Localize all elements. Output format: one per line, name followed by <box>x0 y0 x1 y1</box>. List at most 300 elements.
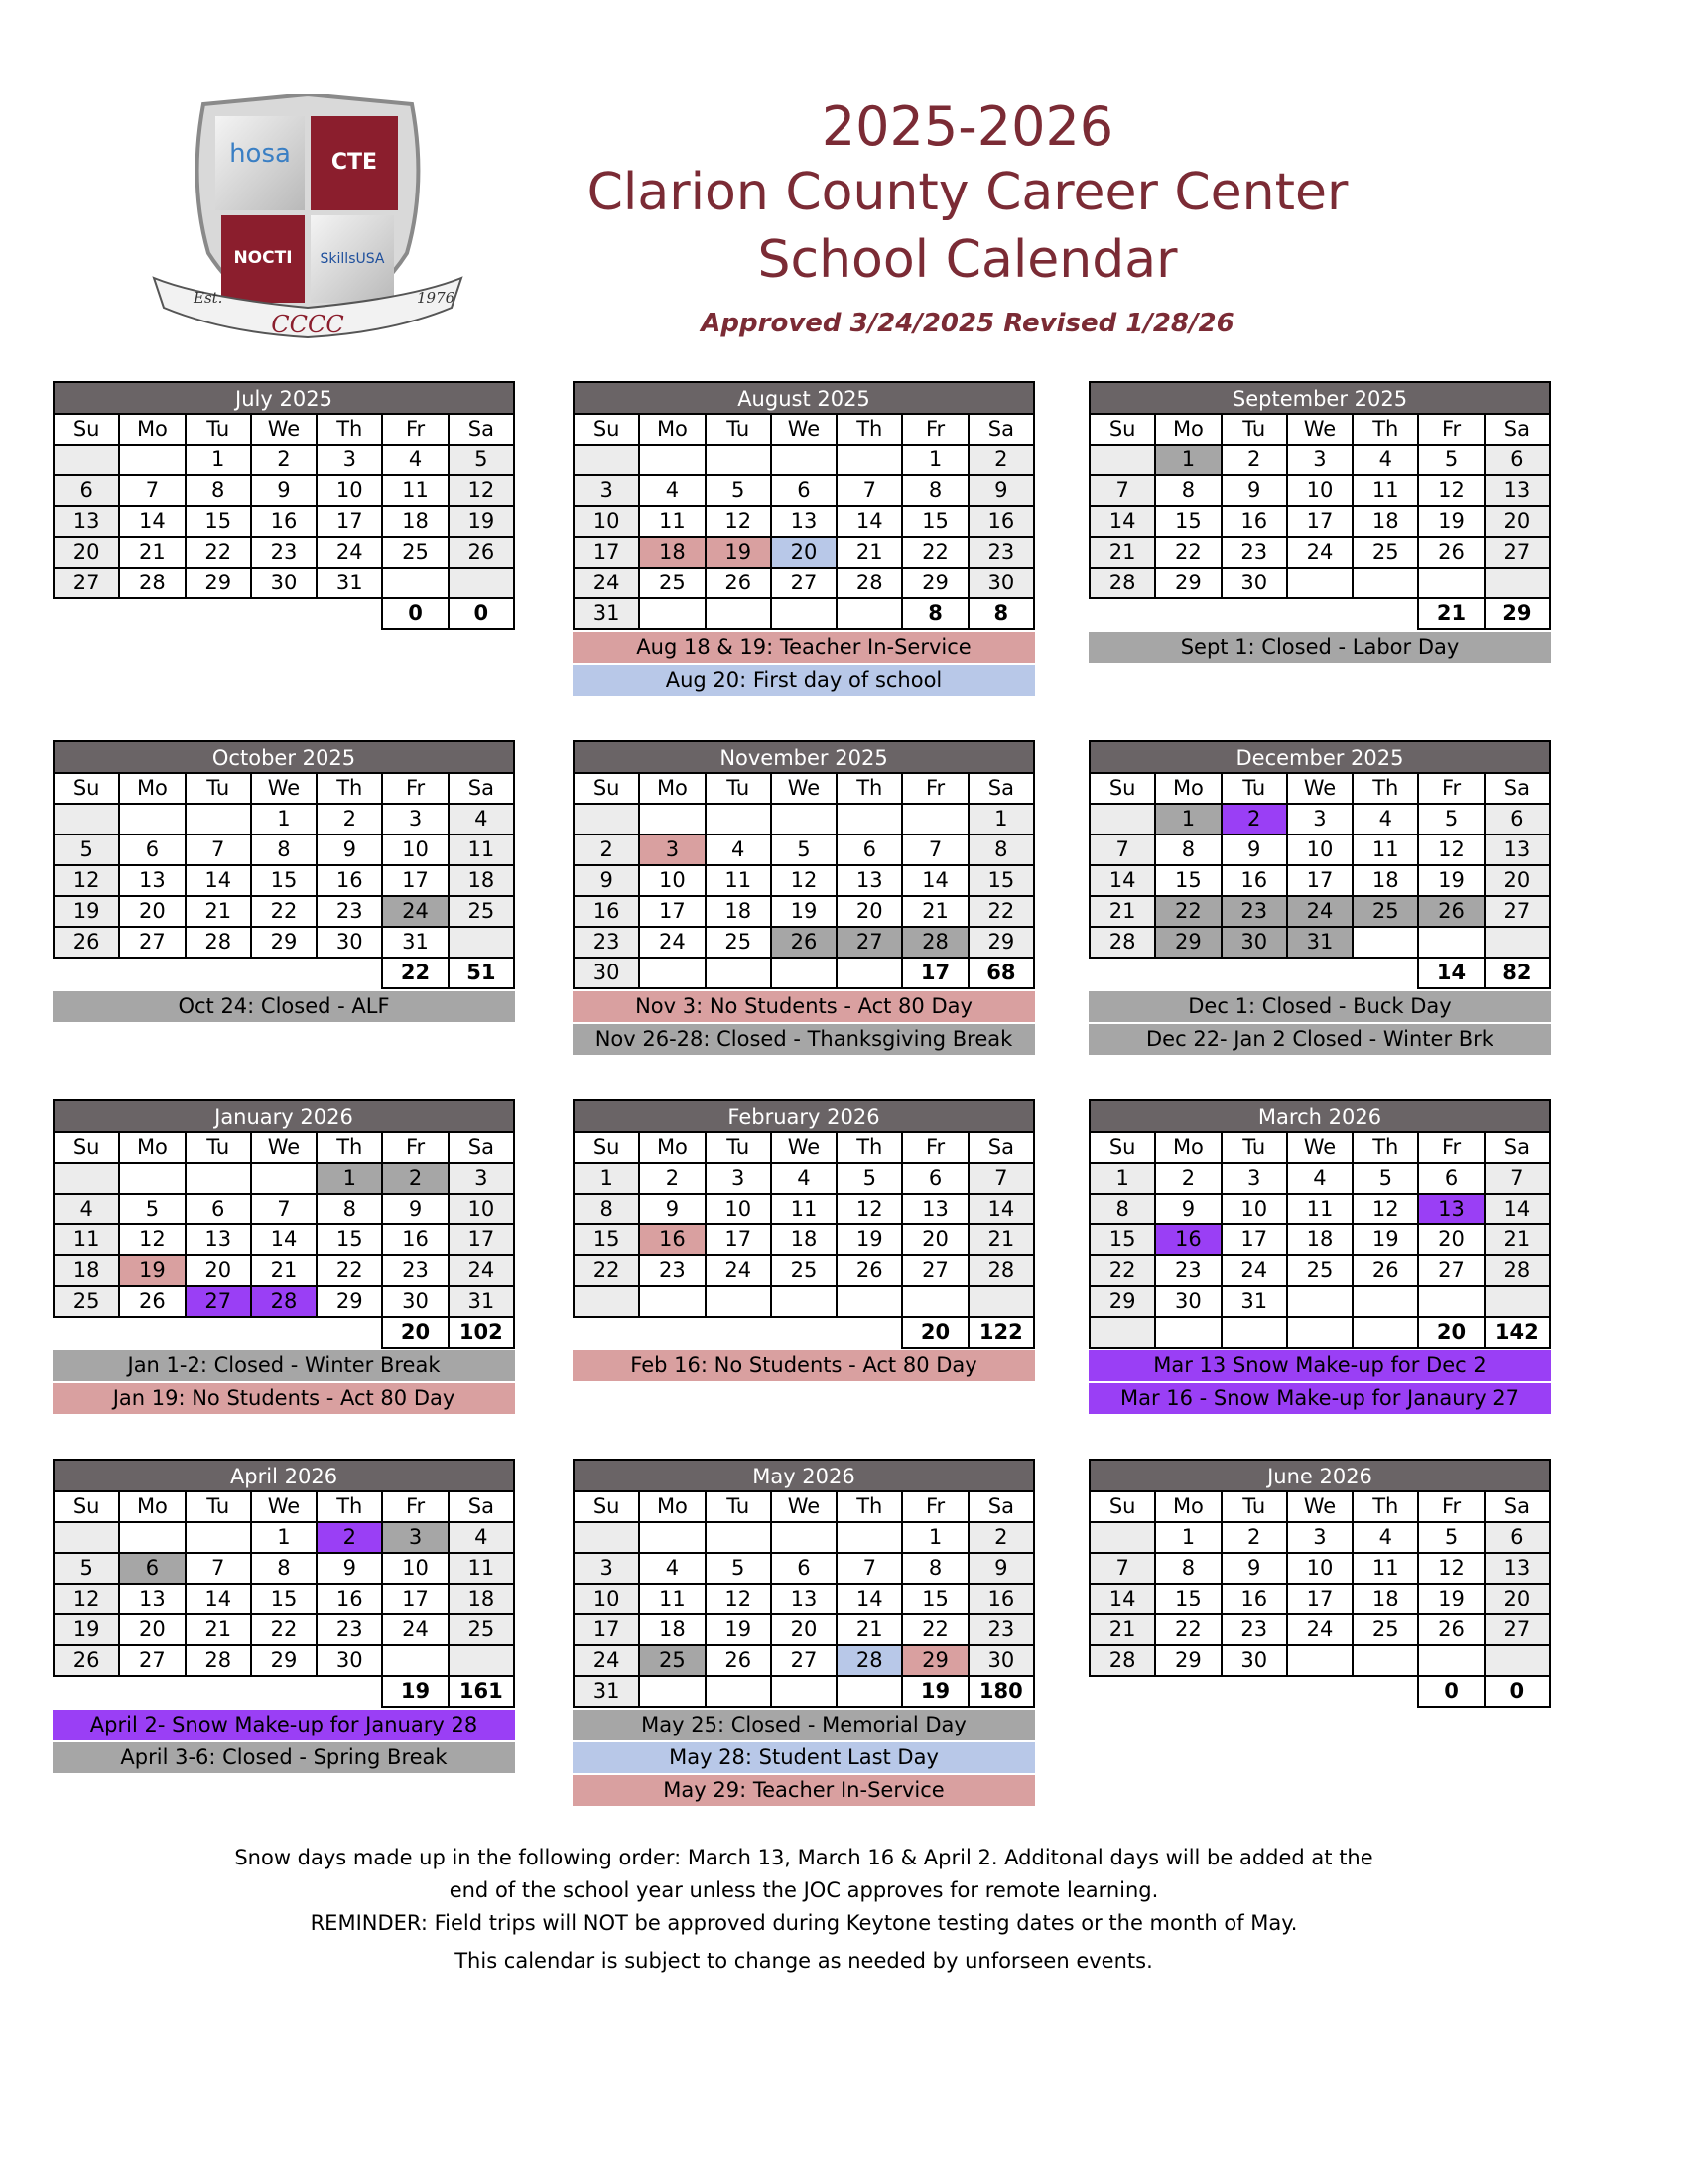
day-cell: 7 <box>1090 1553 1155 1584</box>
day-cell: 20 <box>119 896 185 927</box>
day-cell: 1 <box>1155 445 1221 475</box>
day-cell: 30 <box>1155 1286 1221 1317</box>
day-cell: 11 <box>1353 835 1418 865</box>
spacer-cell <box>119 598 185 629</box>
day-cell: 8 <box>186 475 251 506</box>
weekday-header: Su <box>54 773 119 804</box>
month-calendar <box>1089 1459 1551 1708</box>
day-cell: 7 <box>1090 475 1155 506</box>
weekday-header: Fr <box>1418 1491 1484 1522</box>
weekday-header: We <box>251 414 317 445</box>
day-cell: 5 <box>54 835 119 865</box>
spacer-cell <box>186 598 251 629</box>
day-cell: 11 <box>639 1584 705 1614</box>
empty-day-cell <box>771 958 837 988</box>
day-cell: 5 <box>119 1194 185 1224</box>
day-cell: 18 <box>1287 1224 1353 1255</box>
day-cell: 30 <box>574 958 639 988</box>
day-cell: 2 <box>1155 1163 1221 1194</box>
day-cell: 12 <box>1353 1194 1418 1224</box>
empty-day-cell <box>706 958 771 988</box>
day-cell: 18 <box>382 506 448 537</box>
document-title: School Calendar <box>757 230 1178 290</box>
empty-day-cell <box>902 804 968 835</box>
day-cell: 29 <box>251 1645 317 1676</box>
spacer-cell <box>251 1676 317 1707</box>
month-title: January 2026 <box>53 1099 515 1131</box>
month-days-total: 20 <box>1418 1317 1484 1348</box>
weekday-header: Sa <box>969 1132 1034 1163</box>
month-table <box>53 1131 515 1349</box>
weekday-header: Su <box>54 414 119 445</box>
day-cell: 8 <box>902 475 968 506</box>
empty-day-cell <box>1287 568 1353 598</box>
day-cell: 5 <box>54 1553 119 1584</box>
day-cell: 15 <box>317 1224 382 1255</box>
day-cell: 11 <box>449 835 514 865</box>
month-table <box>1089 772 1551 989</box>
weekday-header: Fr <box>902 773 968 804</box>
day-cell: 21 <box>902 896 968 927</box>
day-cell: 17 <box>1287 506 1353 537</box>
school-crest-logo <box>144 94 471 347</box>
day-cell: 21 <box>969 1224 1034 1255</box>
day-cell: 2 <box>317 1522 382 1553</box>
day-cell: 26 <box>706 568 771 598</box>
day-cell: 28 <box>837 1645 902 1676</box>
day-cell: 11 <box>54 1224 119 1255</box>
day-cell: 1 <box>186 445 251 475</box>
day-cell: 28 <box>1485 1255 1550 1286</box>
day-cell: 23 <box>1222 896 1287 927</box>
day-cell: 13 <box>119 1584 185 1614</box>
day-cell: 6 <box>54 475 119 506</box>
day-cell: 13 <box>1485 1553 1550 1584</box>
day-cell: 16 <box>574 896 639 927</box>
day-cell: 15 <box>186 506 251 537</box>
day-cell: 21 <box>1090 896 1155 927</box>
cumulative-days-total: 68 <box>969 958 1034 988</box>
day-cell: 26 <box>1418 896 1484 927</box>
day-cell: 11 <box>1353 475 1418 506</box>
day-cell: 21 <box>186 896 251 927</box>
day-cell: 18 <box>1353 865 1418 896</box>
month-calendar <box>53 1459 515 1775</box>
day-cell: 4 <box>1353 804 1418 835</box>
empty-day-cell <box>1485 568 1550 598</box>
day-cell: 27 <box>771 1645 837 1676</box>
empty-day-cell <box>771 804 837 835</box>
day-cell: 8 <box>574 1194 639 1224</box>
event-note: Jan 19: No Students - Act 80 Day <box>53 1383 515 1414</box>
svg-text:SkillsUSA: SkillsUSA <box>320 251 385 267</box>
day-cell: 2 <box>639 1163 705 1194</box>
spacer-cell <box>119 1317 185 1348</box>
weekday-header: Fr <box>1418 414 1484 445</box>
weekday-header: Th <box>317 773 382 804</box>
day-cell: 12 <box>706 506 771 537</box>
day-cell: 4 <box>771 1163 837 1194</box>
day-cell: 27 <box>1485 896 1550 927</box>
day-cell: 11 <box>771 1194 837 1224</box>
weekday-header: Tu <box>1222 414 1287 445</box>
day-cell: 7 <box>837 1553 902 1584</box>
day-cell: 12 <box>119 1224 185 1255</box>
event-note: Mar 16 - Snow Make-up for Janaury 27 <box>1089 1383 1551 1414</box>
day-cell: 16 <box>317 1584 382 1614</box>
weekday-header: Mo <box>1155 773 1221 804</box>
day-cell: 2 <box>1222 1522 1287 1553</box>
weekday-header: Sa <box>449 773 514 804</box>
day-cell: 15 <box>969 865 1034 896</box>
weekday-header: We <box>771 414 837 445</box>
day-cell: 3 <box>574 475 639 506</box>
month-title: February 2026 <box>573 1099 1035 1131</box>
day-cell: 1 <box>969 804 1034 835</box>
day-cell: 2 <box>969 445 1034 475</box>
day-cell: 27 <box>771 568 837 598</box>
day-cell: 20 <box>54 537 119 568</box>
day-cell: 10 <box>1222 1194 1287 1224</box>
day-cell: 14 <box>969 1194 1034 1224</box>
spacer-cell <box>1090 1676 1155 1707</box>
day-cell: 7 <box>902 835 968 865</box>
month-calendar <box>53 740 515 1024</box>
empty-day-cell <box>1090 445 1155 475</box>
day-cell: 28 <box>1090 1645 1155 1676</box>
month-table <box>1089 413 1551 630</box>
weekday-header: We <box>771 1491 837 1522</box>
day-cell: 5 <box>449 445 514 475</box>
day-cell: 3 <box>449 1163 514 1194</box>
cumulative-days-total: 82 <box>1485 958 1550 988</box>
day-cell: 31 <box>1287 927 1353 958</box>
spacer-cell <box>186 1676 251 1707</box>
svg-text:Est.: Est. <box>194 289 223 307</box>
day-cell: 25 <box>771 1255 837 1286</box>
empty-day-cell <box>54 1522 119 1553</box>
day-cell: 24 <box>1287 1614 1353 1645</box>
spacer-cell <box>54 1676 119 1707</box>
day-cell: 17 <box>639 896 705 927</box>
spacer-cell <box>119 1676 185 1707</box>
day-cell: 23 <box>251 537 317 568</box>
empty-day-cell <box>1090 1522 1155 1553</box>
month-title: July 2025 <box>53 381 515 413</box>
day-cell: 23 <box>382 1255 448 1286</box>
weekday-header: Fr <box>902 1132 968 1163</box>
day-cell: 21 <box>186 1614 251 1645</box>
spacer-cell <box>837 1317 902 1348</box>
day-cell: 3 <box>1287 445 1353 475</box>
weekday-header: Tu <box>186 773 251 804</box>
empty-day-cell <box>1353 568 1418 598</box>
weekday-header: Mo <box>639 1132 705 1163</box>
day-cell: 28 <box>251 1286 317 1317</box>
cumulative-days-total: 102 <box>449 1317 514 1348</box>
day-cell: 27 <box>186 1286 251 1317</box>
empty-day-cell <box>1353 1645 1418 1676</box>
day-cell: 5 <box>1418 1522 1484 1553</box>
empty-day-cell <box>639 598 705 629</box>
day-cell: 19 <box>1418 865 1484 896</box>
spacer-cell <box>1222 598 1287 629</box>
weekday-header: Fr <box>382 1132 448 1163</box>
day-cell: 14 <box>1090 865 1155 896</box>
spacer-cell <box>186 958 251 988</box>
day-cell: 2 <box>1222 804 1287 835</box>
month-title: May 2026 <box>573 1459 1035 1490</box>
weekday-header: Su <box>1090 773 1155 804</box>
day-cell: 17 <box>574 537 639 568</box>
day-cell: 8 <box>969 835 1034 865</box>
day-cell: 27 <box>837 927 902 958</box>
day-cell: 21 <box>1090 537 1155 568</box>
day-cell: 26 <box>1418 537 1484 568</box>
day-cell: 22 <box>1090 1255 1155 1286</box>
day-cell: 6 <box>771 475 837 506</box>
spacer-cell <box>1287 598 1353 629</box>
day-cell: 21 <box>837 537 902 568</box>
day-cell: 11 <box>1287 1194 1353 1224</box>
empty-day-cell <box>639 804 705 835</box>
day-cell: 24 <box>449 1255 514 1286</box>
event-note: April 3-6: Closed - Spring Break <box>53 1742 515 1773</box>
empty-day-cell <box>449 1645 514 1676</box>
day-cell: 23 <box>317 1614 382 1645</box>
day-cell: 22 <box>1155 896 1221 927</box>
footer-line-1: Snow days made up in the following order: March 13, March 16 & April 2. Additonal days will be added at the <box>234 1846 1373 1869</box>
day-cell: 31 <box>1222 1286 1287 1317</box>
day-cell: 14 <box>186 865 251 896</box>
day-cell: 8 <box>1155 835 1221 865</box>
day-cell: 13 <box>1485 475 1550 506</box>
weekday-header: Fr <box>382 773 448 804</box>
day-cell: 10 <box>1287 835 1353 865</box>
day-cell: 28 <box>1090 568 1155 598</box>
spacer-cell <box>54 1317 119 1348</box>
empty-day-cell <box>251 1163 317 1194</box>
day-cell: 1 <box>251 804 317 835</box>
weekday-header: Tu <box>706 773 771 804</box>
empty-day-cell <box>969 1286 1034 1317</box>
day-cell: 26 <box>706 1645 771 1676</box>
day-cell: 31 <box>382 927 448 958</box>
day-cell: 31 <box>317 568 382 598</box>
day-cell: 7 <box>186 835 251 865</box>
day-cell: 10 <box>317 475 382 506</box>
month-title: November 2025 <box>573 740 1035 772</box>
empty-day-cell <box>1485 1286 1550 1317</box>
weekday-header: Mo <box>119 1491 185 1522</box>
day-cell: 8 <box>1155 475 1221 506</box>
day-cell: 13 <box>54 506 119 537</box>
day-cell: 6 <box>771 1553 837 1584</box>
day-cell: 19 <box>706 537 771 568</box>
empty-day-cell <box>1090 1317 1155 1348</box>
empty-day-cell <box>771 445 837 475</box>
day-cell: 6 <box>186 1194 251 1224</box>
svg-text:CTE: CTE <box>330 150 378 175</box>
day-cell: 17 <box>317 506 382 537</box>
day-cell: 26 <box>771 927 837 958</box>
spacer-cell <box>1222 958 1287 988</box>
weekday-header: Mo <box>639 1491 705 1522</box>
day-cell: 12 <box>54 865 119 896</box>
month-calendar <box>53 381 515 630</box>
day-cell: 9 <box>1222 475 1287 506</box>
day-cell: 30 <box>969 568 1034 598</box>
day-cell: 9 <box>969 1553 1034 1584</box>
day-cell: 29 <box>1155 568 1221 598</box>
empty-day-cell <box>1418 1286 1484 1317</box>
month-title: September 2025 <box>1089 381 1551 413</box>
day-cell: 23 <box>317 896 382 927</box>
day-cell: 2 <box>251 445 317 475</box>
school-name: Clarion County Career Center <box>586 163 1349 222</box>
spacer-cell <box>317 958 382 988</box>
day-cell: 22 <box>186 537 251 568</box>
weekday-header: Tu <box>1222 1132 1287 1163</box>
day-cell: 14 <box>1485 1194 1550 1224</box>
day-cell: 29 <box>186 568 251 598</box>
weekday-header: Mo <box>639 414 705 445</box>
day-cell: 29 <box>1090 1286 1155 1317</box>
day-cell: 22 <box>1155 1614 1221 1645</box>
day-cell: 30 <box>251 568 317 598</box>
empty-day-cell <box>449 568 514 598</box>
spacer-cell <box>317 1317 382 1348</box>
empty-day-cell <box>706 1522 771 1553</box>
month-title: June 2026 <box>1089 1459 1551 1490</box>
day-cell: 4 <box>706 835 771 865</box>
event-note: May 28: Student Last Day <box>573 1742 1035 1773</box>
day-cell: 16 <box>1222 1584 1287 1614</box>
day-cell: 19 <box>1353 1224 1418 1255</box>
weekday-header: Th <box>837 773 902 804</box>
day-cell: 13 <box>186 1224 251 1255</box>
day-cell: 25 <box>449 1614 514 1645</box>
day-cell: 30 <box>317 927 382 958</box>
month-title: April 2026 <box>53 1459 515 1490</box>
day-cell: 7 <box>969 1163 1034 1194</box>
empty-day-cell <box>54 1163 119 1194</box>
day-cell: 20 <box>771 1614 837 1645</box>
month-calendar <box>53 1099 515 1416</box>
month-days-total: 20 <box>902 1317 968 1348</box>
day-cell: 12 <box>1418 475 1484 506</box>
day-cell: 17 <box>382 865 448 896</box>
cumulative-days-total: 8 <box>969 598 1034 629</box>
weekday-header: Th <box>837 1132 902 1163</box>
day-cell: 14 <box>902 865 968 896</box>
day-cell: 21 <box>1090 1614 1155 1645</box>
empty-day-cell <box>706 445 771 475</box>
day-cell: 5 <box>706 475 771 506</box>
day-cell: 12 <box>54 1584 119 1614</box>
day-cell: 2 <box>969 1522 1034 1553</box>
empty-day-cell <box>706 1676 771 1707</box>
day-cell: 11 <box>706 865 771 896</box>
cumulative-days-total: 161 <box>449 1676 514 1707</box>
day-cell: 16 <box>1222 506 1287 537</box>
empty-day-cell <box>771 1676 837 1707</box>
day-cell: 16 <box>969 506 1034 537</box>
weekday-header: Tu <box>186 1491 251 1522</box>
day-cell: 20 <box>119 1614 185 1645</box>
day-cell: 17 <box>382 1584 448 1614</box>
day-cell: 9 <box>1155 1194 1221 1224</box>
cumulative-days-total: 0 <box>1485 1676 1550 1707</box>
empty-day-cell <box>382 568 448 598</box>
day-cell: 9 <box>317 1553 382 1584</box>
day-cell: 10 <box>382 1553 448 1584</box>
day-cell: 27 <box>1418 1255 1484 1286</box>
day-cell: 22 <box>574 1255 639 1286</box>
event-note: Mar 13 Snow Make-up for Dec 2 <box>1089 1350 1551 1381</box>
weekday-header: Su <box>574 773 639 804</box>
day-cell: 9 <box>639 1194 705 1224</box>
day-cell: 14 <box>837 506 902 537</box>
day-cell: 27 <box>902 1255 968 1286</box>
day-cell: 18 <box>1353 506 1418 537</box>
day-cell: 11 <box>639 506 705 537</box>
spacer-cell <box>1287 958 1353 988</box>
empty-day-cell <box>574 1522 639 1553</box>
weekday-header: Th <box>837 1491 902 1522</box>
weekday-header: We <box>771 1132 837 1163</box>
day-cell: 9 <box>574 865 639 896</box>
day-cell: 25 <box>1353 896 1418 927</box>
weekday-header: We <box>251 1132 317 1163</box>
day-cell: 25 <box>382 537 448 568</box>
day-cell: 13 <box>771 1584 837 1614</box>
weekday-header: Mo <box>119 1132 185 1163</box>
weekday-header: Tu <box>706 414 771 445</box>
day-cell: 28 <box>837 568 902 598</box>
day-cell: 15 <box>1155 506 1221 537</box>
month-title: March 2026 <box>1089 1099 1551 1131</box>
day-cell: 1 <box>1155 1522 1221 1553</box>
day-cell: 13 <box>837 865 902 896</box>
empty-day-cell <box>639 958 705 988</box>
spacer-cell <box>771 1317 837 1348</box>
weekday-header: Sa <box>1485 773 1550 804</box>
day-cell: 12 <box>771 865 837 896</box>
day-cell: 3 <box>706 1163 771 1194</box>
month-title: October 2025 <box>53 740 515 772</box>
weekday-header: Fr <box>382 1491 448 1522</box>
day-cell: 31 <box>574 1676 639 1707</box>
weekday-header: Tu <box>186 414 251 445</box>
day-cell: 19 <box>54 1614 119 1645</box>
day-cell: 4 <box>639 475 705 506</box>
day-cell: 16 <box>969 1584 1034 1614</box>
spacer-cell <box>251 958 317 988</box>
empty-day-cell <box>639 445 705 475</box>
cumulative-days-total: 51 <box>449 958 514 988</box>
day-cell: 6 <box>1418 1163 1484 1194</box>
empty-day-cell <box>54 445 119 475</box>
day-cell: 17 <box>1222 1224 1287 1255</box>
approval-note: Approved 3/24/2025 Revised 1/28/26 <box>701 309 1234 338</box>
empty-day-cell <box>837 1522 902 1553</box>
day-cell: 27 <box>119 927 185 958</box>
day-cell: 25 <box>1287 1255 1353 1286</box>
day-cell: 18 <box>639 1614 705 1645</box>
day-cell: 25 <box>639 1645 705 1676</box>
day-cell: 17 <box>1287 865 1353 896</box>
